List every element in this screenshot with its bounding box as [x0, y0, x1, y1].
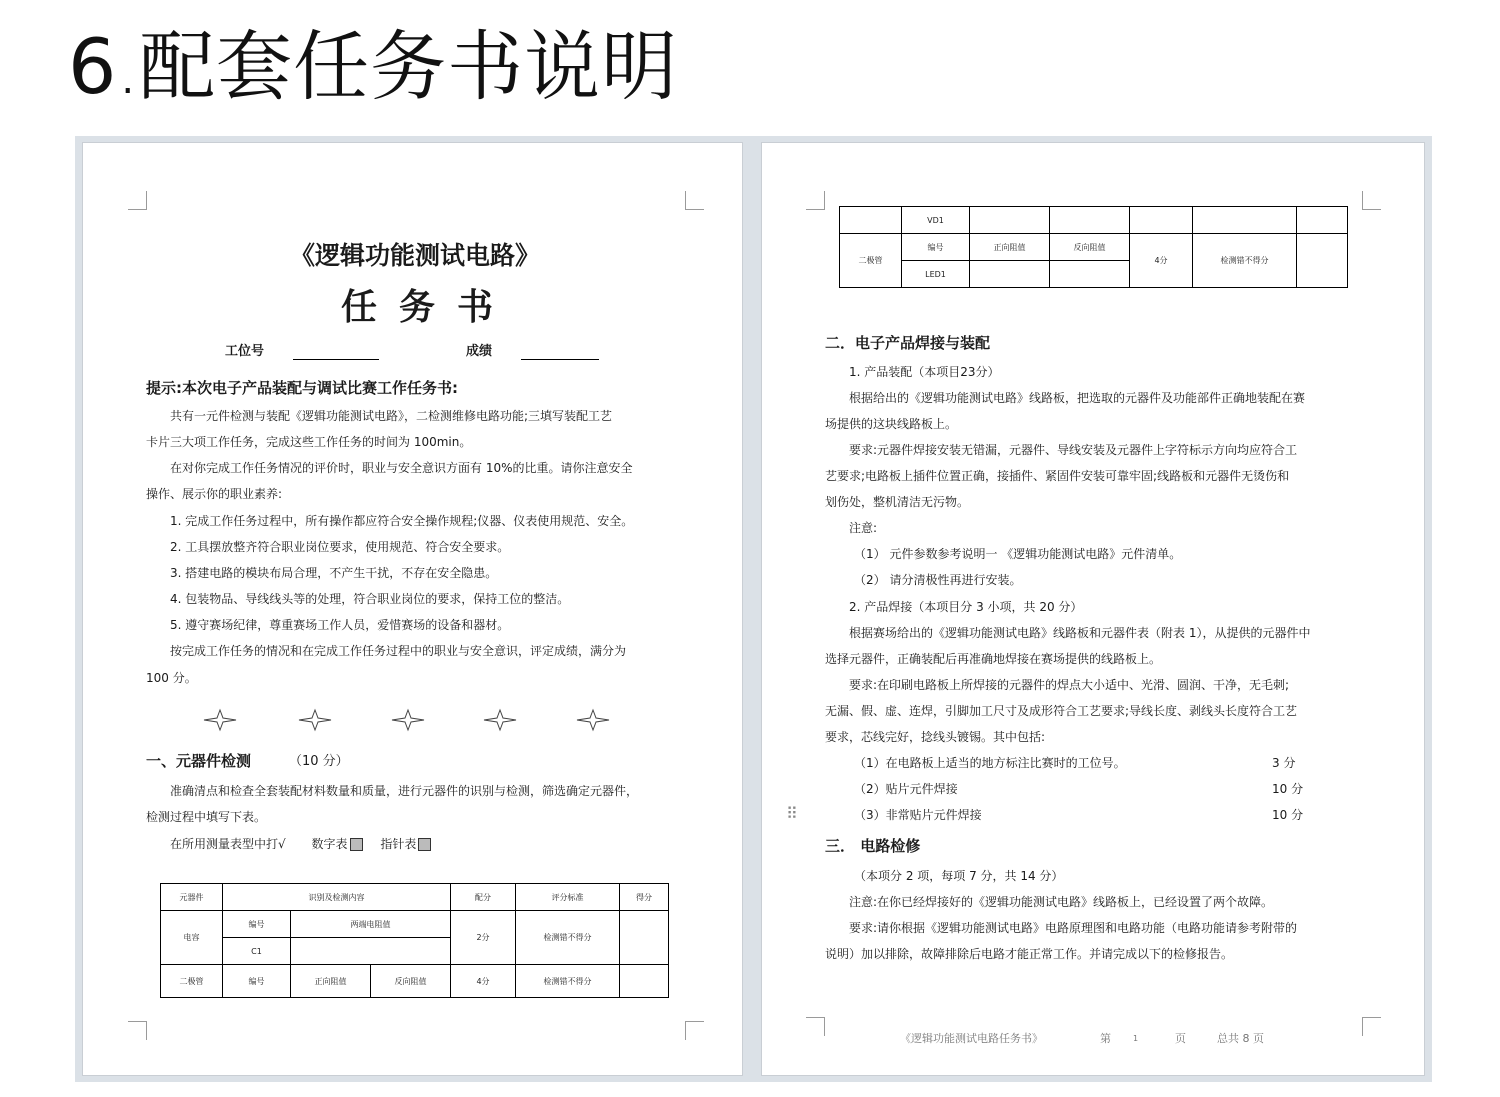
- table-header: 评分标准: [516, 884, 620, 911]
- station-label: 工位号: [225, 344, 265, 359]
- section3-title: 三． 电路检修: [825, 837, 921, 855]
- para-line: 操作、展示你的职业素养:: [146, 487, 283, 501]
- crop-mark: [806, 191, 825, 210]
- score-cell[interactable]: [620, 965, 669, 998]
- document-viewer[interactable]: [75, 136, 1432, 1082]
- para-line: 要求:请你根据《逻辑功能测试电路》电路原理图和电路功能（电路功能请参考附带的: [849, 921, 1298, 935]
- para-line: 划伤处，整机清洁无污物。: [825, 495, 970, 509]
- para-line: 3. 搭建电路的模块布局合理，不产生干扰，不存在安全隐患。: [170, 566, 498, 580]
- para-line: 艺要求;电路板上插件位置正确，接插件、紧固件安装可靠牢固;线路板和元器件无烫伤和: [825, 469, 1290, 483]
- item-score: 10 分: [1272, 808, 1304, 822]
- section1-title: 一、元器件检测: [146, 752, 252, 770]
- hint-text: 提示:本次电子产品装配与调试比赛工作任务书:: [146, 379, 458, 397]
- table-header: 配分: [451, 884, 516, 911]
- table-cell: 检测错不得分: [1193, 234, 1297, 288]
- para-line: 2. 产品焊接（本项目分 3 小项，共 20 分）: [849, 600, 1083, 614]
- para-line: 无漏、假、虚、连焊，引脚加工尺寸及成形符合工艺要求;导线长度、剥线头长度符合工艺: [825, 704, 1298, 718]
- footer-total-pages: 总共 8 页: [1217, 1032, 1264, 1045]
- table-cell: 2分: [451, 911, 516, 965]
- para-line: 在对你完成工作任务情况的评价时，职业与安全意识方面有 10%的比重。请你注意安全: [170, 461, 633, 475]
- para-line: 100 分。: [146, 671, 197, 685]
- table-cell: 二极管: [840, 234, 902, 288]
- table-cell: 检测错不得分: [516, 965, 620, 998]
- crop-mark: [1362, 191, 1381, 210]
- para-line: 共有一元件检测与装配《逻辑功能测试电路》，二检测维修电路功能;三填写装配工艺: [170, 409, 613, 423]
- crop-mark: [806, 1017, 825, 1036]
- score-cell[interactable]: [1297, 234, 1348, 288]
- slide-title: [68, 22, 678, 125]
- doc-title: 《逻辑功能测试电路》: [290, 241, 541, 270]
- footer-page-number: 1: [1133, 1034, 1139, 1043]
- meter-digital-checkbox[interactable]: [350, 838, 363, 851]
- para-line: 1. 完成工作任务过程中，所有操作都应符合安全操作规程;仪器、仪表使用规范、安全。: [170, 514, 634, 528]
- star-icon: [577, 710, 609, 730]
- table-cell: 编号: [223, 965, 291, 998]
- para-line: 注意:: [849, 521, 878, 535]
- table-header: 得分: [620, 884, 669, 911]
- para-line: 按完成工作任务的情况和在完成工作任务过程中的职业与安全意识，评定成绩，满分为: [170, 644, 627, 658]
- item-score: 10 分: [1272, 782, 1304, 796]
- para-line: （3）非常贴片元件焊接: [854, 808, 982, 822]
- para-line: 说明）加以排除，故障排除后电路才能正常工作。并请完成以下的检修报告。: [825, 947, 1234, 961]
- footer-page-unit: 页: [1175, 1032, 1186, 1045]
- table-cell: 检测错不得分: [516, 911, 620, 965]
- para-line: 根据给出的《逻辑功能测试电路》线路板，把选取的元器件及功能部件正确地装配在赛: [849, 391, 1306, 405]
- table-cell: 反向阻值: [1050, 234, 1130, 261]
- para-line: 要求:在印刷电路板上所焊接的元器件的焊点大小适中、光滑、圆润、干净，无毛刺;: [849, 678, 1290, 692]
- table-cell: 电容: [161, 911, 223, 965]
- table-cell: LED1: [902, 261, 970, 288]
- page-right: [761, 142, 1425, 1076]
- star-icon: [299, 710, 331, 730]
- table-cell: 4分: [1130, 234, 1193, 288]
- score-label: 成绩: [466, 344, 493, 359]
- table-cell: 编号: [902, 234, 970, 261]
- para-line: 1. 产品装配（本项目23分）: [849, 365, 1000, 379]
- value-cell[interactable]: [1050, 261, 1130, 288]
- table-cell: 二极管: [161, 965, 223, 998]
- crop-mark: [128, 1021, 147, 1040]
- para-line: 4. 包装物品、导线线头等的处理，符合职业岗位的要求，保持工位的整洁。: [170, 592, 570, 606]
- para-line: 5. 遵守赛场纪律，尊重赛场工作人员，爱惜赛场的设备和器材。: [170, 618, 510, 632]
- meter-digital-label: 数字表: [311, 837, 348, 851]
- meter-pointer-label: 指针表: [380, 837, 417, 851]
- footer-doc-name: 《逻辑功能测试电路任务书》: [900, 1032, 1043, 1045]
- table-header: 识别及检测内容: [223, 884, 451, 911]
- score-underline: [521, 359, 599, 360]
- para-line: （1）在电路板上适当的地方标注比赛时的工位号。: [854, 756, 1126, 770]
- table-cell: 正向阻值: [291, 965, 371, 998]
- table-cell: 编号: [223, 911, 291, 938]
- para-line: 准确清点和检查全套装配材料数量和质量，进行元器件的识别与检测，筛选确定元器件，: [170, 784, 639, 798]
- para-line: 根据赛场给出的《逻辑功能测试电路》线路板和元器件表（附表 1），从提供的元器件中: [849, 626, 1311, 640]
- table-cell: [840, 207, 902, 234]
- para-line: 2. 工具摆放整齐符合职业岗位要求，使用规范、符合安全要求。: [170, 540, 510, 554]
- table-cell: 正向阻值: [970, 234, 1050, 261]
- crop-mark: [1362, 1017, 1381, 1036]
- para-line: 选择元器件，正确装配后再准确地焊接在赛场提供的线路板上。: [825, 652, 1162, 666]
- led-table: [839, 206, 1348, 288]
- drag-handle-icon[interactable]: ⠿: [786, 804, 798, 823]
- para-line: 场提供的这块线路板上。: [825, 417, 958, 431]
- table-cell: [1130, 207, 1193, 234]
- meter-prompt: 在所用测量表型中打√: [170, 837, 286, 851]
- score-cell[interactable]: [1297, 207, 1348, 234]
- section2-title: 二．电子产品焊接与装配: [825, 334, 991, 352]
- value-cell[interactable]: [970, 207, 1050, 234]
- para-line: 检测过程中填写下表。: [146, 810, 267, 824]
- table-cell: 两端电阻值: [291, 911, 451, 938]
- value-cell[interactable]: [1050, 207, 1130, 234]
- footer-page-label: 第: [1100, 1032, 1111, 1045]
- star-icon: [204, 710, 236, 730]
- value-cell[interactable]: [970, 261, 1050, 288]
- para-line: 卡片三大项工作任务，完成这些工作任务的时间为 100min。: [146, 435, 472, 449]
- table-cell: C1: [223, 938, 291, 965]
- section1-score: （10 分）: [289, 754, 349, 769]
- table-cell: 反向阻值: [371, 965, 451, 998]
- page-left: [82, 142, 743, 1076]
- value-cell[interactable]: [291, 938, 451, 965]
- para-line: （1） 元件参数参考说明一 《逻辑功能测试电路》元件清单。: [854, 547, 1182, 561]
- slide-dot: .: [121, 57, 136, 103]
- doc-subtitle: 任务书: [341, 286, 516, 328]
- para-line: 要求，芯线完好，捻线头镀锡。其中包括:: [825, 730, 1046, 744]
- table-cell: [1193, 207, 1297, 234]
- score-cell[interactable]: [620, 911, 669, 965]
- para-line: （2）贴片元件焊接: [854, 782, 958, 796]
- table-header: 元器件: [161, 884, 223, 911]
- detection-table: [160, 883, 669, 998]
- para-line: （2） 请分清极性再进行安装。: [854, 573, 1022, 587]
- table-cell: 4分: [451, 965, 516, 998]
- meter-select: [170, 836, 431, 852]
- meter-pointer-checkbox[interactable]: [418, 838, 431, 851]
- item-score: 3 分: [1272, 756, 1296, 770]
- crop-mark: [685, 191, 704, 210]
- para-line: 注意:在你已经焊接好的《逻辑功能测试电路》线路板上，已经设置了两个故障。: [849, 895, 1274, 909]
- decorative-stars: [198, 705, 618, 735]
- station-underline: [293, 359, 379, 360]
- table-cell: VD1: [902, 207, 970, 234]
- star-icon: [392, 710, 424, 730]
- para-line: （本项分 2 项，每项 7 分，共 14 分）: [854, 869, 1064, 883]
- para-line: 要求:元器件焊接安装无错漏，元器件、导线安装及元器件上字符标示方向均应符合工: [849, 443, 1298, 457]
- slide-number: 6: [68, 22, 118, 111]
- slide-title-text: 配套任务书说明: [139, 22, 679, 111]
- crop-mark: [128, 191, 147, 210]
- crop-mark: [685, 1021, 704, 1040]
- star-icon: [484, 710, 516, 730]
